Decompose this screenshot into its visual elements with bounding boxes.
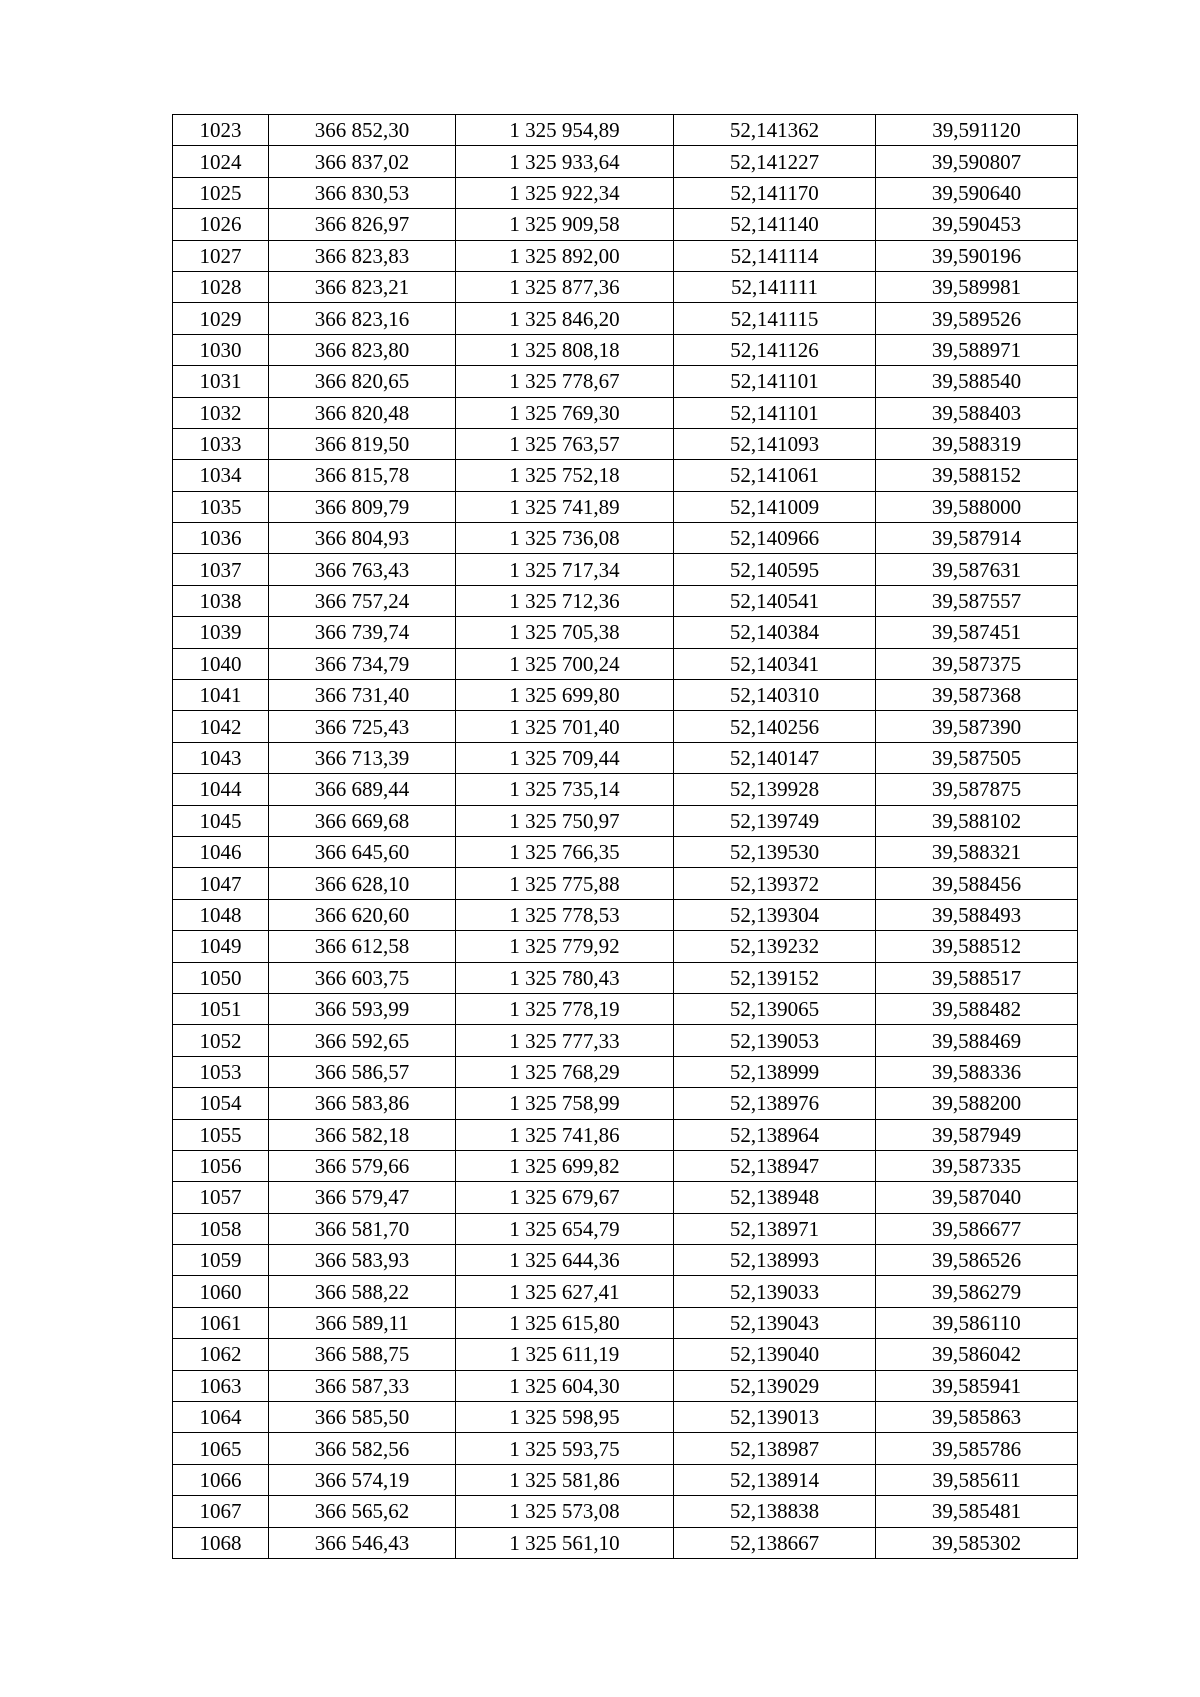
y-coordinate-cell: 1 325 922,34: [456, 177, 674, 208]
point-number-cell: 1029: [173, 303, 269, 334]
longitude-cell: 39,589981: [876, 271, 1078, 302]
x-coordinate-cell: 366 620,60: [269, 899, 456, 930]
longitude-cell: 39,590640: [876, 177, 1078, 208]
table-row: [173, 680, 1078, 711]
longitude-cell: 39,590196: [876, 240, 1078, 271]
y-coordinate-cell: 1 325 741,89: [456, 491, 674, 522]
point-number-cell: 1027: [173, 240, 269, 271]
x-coordinate-cell: 366 612,58: [269, 931, 456, 962]
x-coordinate-cell: 366 830,53: [269, 177, 456, 208]
point-number-cell: 1063: [173, 1370, 269, 1401]
latitude-cell: 52,141061: [674, 460, 876, 491]
table-row: [173, 1025, 1078, 1056]
longitude-cell: 39,585863: [876, 1402, 1078, 1433]
longitude-cell: 39,587875: [876, 774, 1078, 805]
point-number-cell: 1039: [173, 617, 269, 648]
latitude-cell: 52,139040: [674, 1339, 876, 1370]
x-coordinate-cell: 366 809,79: [269, 491, 456, 522]
table-row: [173, 240, 1078, 271]
latitude-cell: 52,141101: [674, 397, 876, 428]
table-row: [173, 1433, 1078, 1464]
y-coordinate-cell: 1 325 615,80: [456, 1307, 674, 1338]
x-coordinate-cell: 366 823,16: [269, 303, 456, 334]
longitude-cell: 39,588512: [876, 931, 1078, 962]
table-row: [173, 742, 1078, 773]
table-row: [173, 931, 1078, 962]
longitude-cell: 39,585611: [876, 1464, 1078, 1495]
y-coordinate-cell: 1 325 909,58: [456, 209, 674, 240]
latitude-cell: 52,141126: [674, 334, 876, 365]
y-coordinate-cell: 1 325 701,40: [456, 711, 674, 742]
table-row: [173, 648, 1078, 679]
x-coordinate-cell: 366 592,65: [269, 1025, 456, 1056]
x-coordinate-cell: 366 725,43: [269, 711, 456, 742]
y-coordinate-cell: 1 325 750,97: [456, 805, 674, 836]
point-number-cell: 1037: [173, 554, 269, 585]
table-row: [173, 962, 1078, 993]
y-coordinate-cell: 1 325 777,33: [456, 1025, 674, 1056]
y-coordinate-cell: 1 325 892,00: [456, 240, 674, 271]
latitude-cell: 52,140341: [674, 648, 876, 679]
table-row: [173, 303, 1078, 334]
longitude-cell: 39,586677: [876, 1213, 1078, 1244]
table-row: [173, 1213, 1078, 1244]
x-coordinate-cell: 366 583,93: [269, 1245, 456, 1276]
longitude-cell: 39,585941: [876, 1370, 1078, 1401]
x-coordinate-cell: 366 565,62: [269, 1496, 456, 1527]
longitude-cell: 39,590453: [876, 209, 1078, 240]
x-coordinate-cell: 366 804,93: [269, 523, 456, 554]
table-row: [173, 177, 1078, 208]
table-row: [173, 774, 1078, 805]
point-number-cell: 1048: [173, 899, 269, 930]
y-coordinate-cell: 1 325 877,36: [456, 271, 674, 302]
point-number-cell: 1031: [173, 366, 269, 397]
x-coordinate-cell: 366 820,65: [269, 366, 456, 397]
longitude-cell: 39,588403: [876, 397, 1078, 428]
latitude-cell: 52,141362: [674, 115, 876, 146]
x-coordinate-cell: 366 734,79: [269, 648, 456, 679]
y-coordinate-cell: 1 325 846,20: [456, 303, 674, 334]
x-coordinate-cell: 366 586,57: [269, 1056, 456, 1087]
table-row: [173, 1527, 1078, 1558]
table-row: [173, 1339, 1078, 1370]
y-coordinate-cell: 1 325 758,99: [456, 1088, 674, 1119]
point-number-cell: 1067: [173, 1496, 269, 1527]
y-coordinate-cell: 1 325 778,53: [456, 899, 674, 930]
x-coordinate-cell: 366 852,30: [269, 115, 456, 146]
point-number-cell: 1051: [173, 993, 269, 1024]
x-coordinate-cell: 366 589,11: [269, 1307, 456, 1338]
point-number-cell: 1025: [173, 177, 269, 208]
y-coordinate-cell: 1 325 593,75: [456, 1433, 674, 1464]
y-coordinate-cell: 1 325 700,24: [456, 648, 674, 679]
latitude-cell: 52,141114: [674, 240, 876, 271]
table-row: [173, 209, 1078, 240]
table-row: [173, 1182, 1078, 1213]
y-coordinate-cell: 1 325 699,80: [456, 680, 674, 711]
latitude-cell: 52,141009: [674, 491, 876, 522]
latitude-cell: 52,139530: [674, 836, 876, 867]
latitude-cell: 52,138999: [674, 1056, 876, 1087]
longitude-cell: 39,588469: [876, 1025, 1078, 1056]
point-number-cell: 1049: [173, 931, 269, 962]
point-number-cell: 1054: [173, 1088, 269, 1119]
y-coordinate-cell: 1 325 712,36: [456, 585, 674, 616]
point-number-cell: 1064: [173, 1402, 269, 1433]
x-coordinate-cell: 366 820,48: [269, 397, 456, 428]
table-row: [173, 1402, 1078, 1433]
table-row: [173, 428, 1078, 459]
x-coordinate-cell: 366 645,60: [269, 836, 456, 867]
point-number-cell: 1035: [173, 491, 269, 522]
latitude-cell: 52,141170: [674, 177, 876, 208]
point-number-cell: 1058: [173, 1213, 269, 1244]
x-coordinate-cell: 366 628,10: [269, 868, 456, 899]
latitude-cell: 52,141227: [674, 146, 876, 177]
longitude-cell: 39,585481: [876, 1496, 1078, 1527]
y-coordinate-cell: 1 325 752,18: [456, 460, 674, 491]
longitude-cell: 39,587451: [876, 617, 1078, 648]
y-coordinate-cell: 1 325 741,86: [456, 1119, 674, 1150]
longitude-cell: 39,586042: [876, 1339, 1078, 1370]
longitude-cell: 39,590807: [876, 146, 1078, 177]
latitude-cell: 52,138838: [674, 1496, 876, 1527]
point-number-cell: 1034: [173, 460, 269, 491]
longitude-cell: 39,588540: [876, 366, 1078, 397]
y-coordinate-cell: 1 325 779,92: [456, 931, 674, 962]
x-coordinate-cell: 366 763,43: [269, 554, 456, 585]
point-number-cell: 1066: [173, 1464, 269, 1495]
point-number-cell: 1061: [173, 1307, 269, 1338]
x-coordinate-cell: 366 713,39: [269, 742, 456, 773]
table-row: [173, 836, 1078, 867]
latitude-cell: 52,139372: [674, 868, 876, 899]
table-row: [173, 617, 1078, 648]
latitude-cell: 52,138976: [674, 1088, 876, 1119]
latitude-cell: 52,140384: [674, 617, 876, 648]
y-coordinate-cell: 1 325 933,64: [456, 146, 674, 177]
y-coordinate-cell: 1 325 736,08: [456, 523, 674, 554]
x-coordinate-cell: 366 593,99: [269, 993, 456, 1024]
x-coordinate-cell: 366 583,86: [269, 1088, 456, 1119]
latitude-cell: 52,139152: [674, 962, 876, 993]
point-number-cell: 1041: [173, 680, 269, 711]
table-row: [173, 523, 1078, 554]
y-coordinate-cell: 1 325 763,57: [456, 428, 674, 459]
x-coordinate-cell: 366 731,40: [269, 680, 456, 711]
coordinates-table-body: [173, 115, 1078, 1559]
x-coordinate-cell: 366 546,43: [269, 1527, 456, 1558]
latitude-cell: 52,140256: [674, 711, 876, 742]
longitude-cell: 39,587375: [876, 648, 1078, 679]
longitude-cell: 39,587040: [876, 1182, 1078, 1213]
latitude-cell: 52,141101: [674, 366, 876, 397]
point-number-cell: 1038: [173, 585, 269, 616]
table-row: [173, 585, 1078, 616]
point-number-cell: 1052: [173, 1025, 269, 1056]
latitude-cell: 52,140595: [674, 554, 876, 585]
longitude-cell: 39,588152: [876, 460, 1078, 491]
longitude-cell: 39,588102: [876, 805, 1078, 836]
x-coordinate-cell: 366 581,70: [269, 1213, 456, 1244]
y-coordinate-cell: 1 325 768,29: [456, 1056, 674, 1087]
longitude-cell: 39,588000: [876, 491, 1078, 522]
longitude-cell: 39,587390: [876, 711, 1078, 742]
latitude-cell: 52,138964: [674, 1119, 876, 1150]
table-row: [173, 1056, 1078, 1087]
latitude-cell: 52,140147: [674, 742, 876, 773]
point-number-cell: 1046: [173, 836, 269, 867]
point-number-cell: 1065: [173, 1433, 269, 1464]
point-number-cell: 1068: [173, 1527, 269, 1558]
longitude-cell: 39,586110: [876, 1307, 1078, 1338]
point-number-cell: 1056: [173, 1150, 269, 1181]
longitude-cell: 39,589526: [876, 303, 1078, 334]
point-number-cell: 1055: [173, 1119, 269, 1150]
longitude-cell: 39,586279: [876, 1276, 1078, 1307]
x-coordinate-cell: 366 582,18: [269, 1119, 456, 1150]
longitude-cell: 39,591120: [876, 115, 1078, 146]
longitude-cell: 39,587631: [876, 554, 1078, 585]
y-coordinate-cell: 1 325 775,88: [456, 868, 674, 899]
x-coordinate-cell: 366 587,33: [269, 1370, 456, 1401]
table-row: [173, 460, 1078, 491]
y-coordinate-cell: 1 325 581,86: [456, 1464, 674, 1495]
latitude-cell: 52,138993: [674, 1245, 876, 1276]
table-row: [173, 805, 1078, 836]
x-coordinate-cell: 366 603,75: [269, 962, 456, 993]
point-number-cell: 1024: [173, 146, 269, 177]
latitude-cell: 52,141093: [674, 428, 876, 459]
longitude-cell: 39,588456: [876, 868, 1078, 899]
y-coordinate-cell: 1 325 709,44: [456, 742, 674, 773]
x-coordinate-cell: 366 826,97: [269, 209, 456, 240]
longitude-cell: 39,587335: [876, 1150, 1078, 1181]
table-row: [173, 1150, 1078, 1181]
table-row: [173, 397, 1078, 428]
y-coordinate-cell: 1 325 561,10: [456, 1527, 674, 1558]
point-number-cell: 1047: [173, 868, 269, 899]
latitude-cell: 52,139928: [674, 774, 876, 805]
point-number-cell: 1062: [173, 1339, 269, 1370]
longitude-cell: 39,585786: [876, 1433, 1078, 1464]
latitude-cell: 52,138667: [674, 1527, 876, 1558]
longitude-cell: 39,587505: [876, 742, 1078, 773]
y-coordinate-cell: 1 325 699,82: [456, 1150, 674, 1181]
y-coordinate-cell: 1 325 735,14: [456, 774, 674, 805]
x-coordinate-cell: 366 837,02: [269, 146, 456, 177]
table-row: [173, 554, 1078, 585]
y-coordinate-cell: 1 325 766,35: [456, 836, 674, 867]
coordinates-table: [172, 114, 1078, 1559]
latitude-cell: 52,140310: [674, 680, 876, 711]
y-coordinate-cell: 1 325 778,19: [456, 993, 674, 1024]
y-coordinate-cell: 1 325 654,79: [456, 1213, 674, 1244]
latitude-cell: 52,138971: [674, 1213, 876, 1244]
latitude-cell: 52,138987: [674, 1433, 876, 1464]
y-coordinate-cell: 1 325 611,19: [456, 1339, 674, 1370]
longitude-cell: 39,586526: [876, 1245, 1078, 1276]
x-coordinate-cell: 366 739,74: [269, 617, 456, 648]
latitude-cell: 52,139304: [674, 899, 876, 930]
table-row: [173, 334, 1078, 365]
y-coordinate-cell: 1 325 573,08: [456, 1496, 674, 1527]
point-number-cell: 1036: [173, 523, 269, 554]
point-number-cell: 1032: [173, 397, 269, 428]
point-number-cell: 1044: [173, 774, 269, 805]
point-number-cell: 1060: [173, 1276, 269, 1307]
latitude-cell: 52,139232: [674, 931, 876, 962]
y-coordinate-cell: 1 325 954,89: [456, 115, 674, 146]
x-coordinate-cell: 366 823,80: [269, 334, 456, 365]
longitude-cell: 39,588482: [876, 993, 1078, 1024]
table-row: [173, 115, 1078, 146]
y-coordinate-cell: 1 325 644,36: [456, 1245, 674, 1276]
y-coordinate-cell: 1 325 808,18: [456, 334, 674, 365]
latitude-cell: 52,140541: [674, 585, 876, 616]
latitude-cell: 52,141111: [674, 271, 876, 302]
x-coordinate-cell: 366 588,75: [269, 1339, 456, 1370]
latitude-cell: 52,138947: [674, 1150, 876, 1181]
point-number-cell: 1030: [173, 334, 269, 365]
latitude-cell: 52,139053: [674, 1025, 876, 1056]
latitude-cell: 52,139013: [674, 1402, 876, 1433]
table-row: [173, 146, 1078, 177]
y-coordinate-cell: 1 325 778,67: [456, 366, 674, 397]
latitude-cell: 52,141115: [674, 303, 876, 334]
x-coordinate-cell: 366 819,50: [269, 428, 456, 459]
latitude-cell: 52,138914: [674, 1464, 876, 1495]
latitude-cell: 52,139033: [674, 1276, 876, 1307]
point-number-cell: 1043: [173, 742, 269, 773]
point-number-cell: 1023: [173, 115, 269, 146]
longitude-cell: 39,588971: [876, 334, 1078, 365]
x-coordinate-cell: 366 585,50: [269, 1402, 456, 1433]
longitude-cell: 39,587949: [876, 1119, 1078, 1150]
y-coordinate-cell: 1 325 780,43: [456, 962, 674, 993]
point-number-cell: 1033: [173, 428, 269, 459]
latitude-cell: 52,140966: [674, 523, 876, 554]
table-row: [173, 1464, 1078, 1495]
point-number-cell: 1057: [173, 1182, 269, 1213]
table-row: [173, 1276, 1078, 1307]
point-number-cell: 1028: [173, 271, 269, 302]
y-coordinate-cell: 1 325 717,34: [456, 554, 674, 585]
longitude-cell: 39,587557: [876, 585, 1078, 616]
x-coordinate-cell: 366 588,22: [269, 1276, 456, 1307]
latitude-cell: 52,138948: [674, 1182, 876, 1213]
latitude-cell: 52,139749: [674, 805, 876, 836]
point-number-cell: 1040: [173, 648, 269, 679]
table-row: [173, 899, 1078, 930]
longitude-cell: 39,588493: [876, 899, 1078, 930]
table-row: [173, 1088, 1078, 1119]
table-row: [173, 1119, 1078, 1150]
table-row: [173, 1370, 1078, 1401]
longitude-cell: 39,585302: [876, 1527, 1078, 1558]
longitude-cell: 39,588336: [876, 1056, 1078, 1087]
x-coordinate-cell: 366 823,83: [269, 240, 456, 271]
point-number-cell: 1026: [173, 209, 269, 240]
longitude-cell: 39,587914: [876, 523, 1078, 554]
table-row: [173, 366, 1078, 397]
longitude-cell: 39,588517: [876, 962, 1078, 993]
x-coordinate-cell: 366 815,78: [269, 460, 456, 491]
table-row: [173, 491, 1078, 522]
longitude-cell: 39,588319: [876, 428, 1078, 459]
x-coordinate-cell: 366 757,24: [269, 585, 456, 616]
x-coordinate-cell: 366 689,44: [269, 774, 456, 805]
latitude-cell: 52,139043: [674, 1307, 876, 1338]
longitude-cell: 39,587368: [876, 680, 1078, 711]
table-row: [173, 868, 1078, 899]
y-coordinate-cell: 1 325 598,95: [456, 1402, 674, 1433]
x-coordinate-cell: 366 579,66: [269, 1150, 456, 1181]
x-coordinate-cell: 366 582,56: [269, 1433, 456, 1464]
point-number-cell: 1059: [173, 1245, 269, 1276]
latitude-cell: 52,139029: [674, 1370, 876, 1401]
latitude-cell: 52,139065: [674, 993, 876, 1024]
x-coordinate-cell: 366 574,19: [269, 1464, 456, 1495]
table-row: [173, 1245, 1078, 1276]
point-number-cell: 1050: [173, 962, 269, 993]
table-row: [173, 271, 1078, 302]
latitude-cell: 52,141140: [674, 209, 876, 240]
table-row: [173, 993, 1078, 1024]
longitude-cell: 39,588200: [876, 1088, 1078, 1119]
table-row: [173, 711, 1078, 742]
y-coordinate-cell: 1 325 769,30: [456, 397, 674, 428]
x-coordinate-cell: 366 579,47: [269, 1182, 456, 1213]
point-number-cell: 1042: [173, 711, 269, 742]
y-coordinate-cell: 1 325 604,30: [456, 1370, 674, 1401]
longitude-cell: 39,588321: [876, 836, 1078, 867]
x-coordinate-cell: 366 823,21: [269, 271, 456, 302]
table-row: [173, 1496, 1078, 1527]
x-coordinate-cell: 366 669,68: [269, 805, 456, 836]
y-coordinate-cell: 1 325 627,41: [456, 1276, 674, 1307]
point-number-cell: 1053: [173, 1056, 269, 1087]
y-coordinate-cell: 1 325 679,67: [456, 1182, 674, 1213]
point-number-cell: 1045: [173, 805, 269, 836]
table-row: [173, 1307, 1078, 1338]
y-coordinate-cell: 1 325 705,38: [456, 617, 674, 648]
